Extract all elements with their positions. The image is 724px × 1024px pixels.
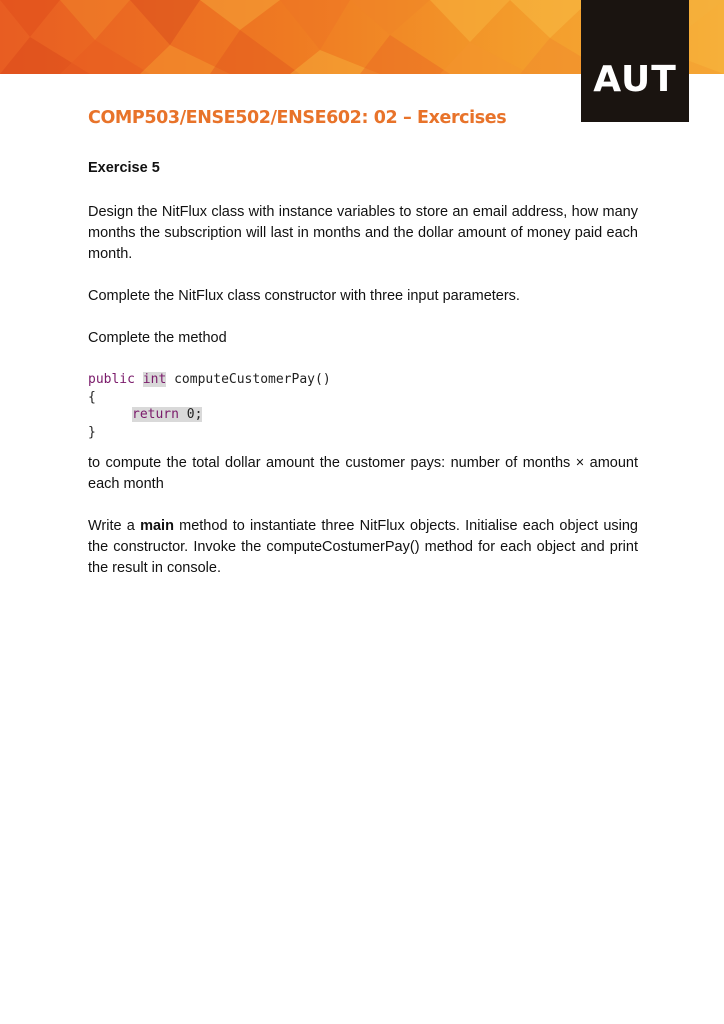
paragraph-main-pre: Write a — [88, 518, 141, 534]
code-keyword-public: public — [88, 372, 135, 387]
paragraph-main — [88, 516, 638, 579]
code-keyword-return: return — [132, 407, 179, 422]
exercise-heading: Exercise 5 — [88, 160, 160, 176]
page-title: COMP503/ENSE502/ENSE602: 02 – Exercises — [88, 108, 507, 128]
code-keyword-int: int — [142, 372, 167, 387]
code-return-value: 0; — [186, 407, 203, 422]
paragraph-main-bold: main — [140, 518, 174, 534]
paragraph-compute: to compute the total dollar amount the customer pays: number of months × amount each month — [88, 455, 638, 492]
code-line-return — [88, 406, 638, 424]
code-line-signature — [88, 371, 638, 389]
logo-text: AUT — [593, 59, 677, 100]
paragraph-main-post: method to instantiate three NitFlux objects. Initialise each object using the constructor. Invoke the computeCostumerPay() method for each object and print the result in console. — [88, 518, 638, 576]
code-close-brace: } — [88, 424, 96, 440]
paragraph-design: Design the NitFlux class with instance variables to store an email address, how many months the subscription will last in months and the dollar amount of money paid each month. — [88, 204, 638, 262]
paragraph-constructor: Complete the NitFlux class constructor with three input parameters. — [88, 288, 520, 304]
document-body — [88, 104, 638, 579]
paragraph-complete-method: Complete the method — [88, 330, 227, 346]
code-block — [88, 371, 638, 441]
code-open-brace: { — [88, 389, 96, 405]
code-method-signature: computeCustomerPay() — [174, 372, 331, 387]
